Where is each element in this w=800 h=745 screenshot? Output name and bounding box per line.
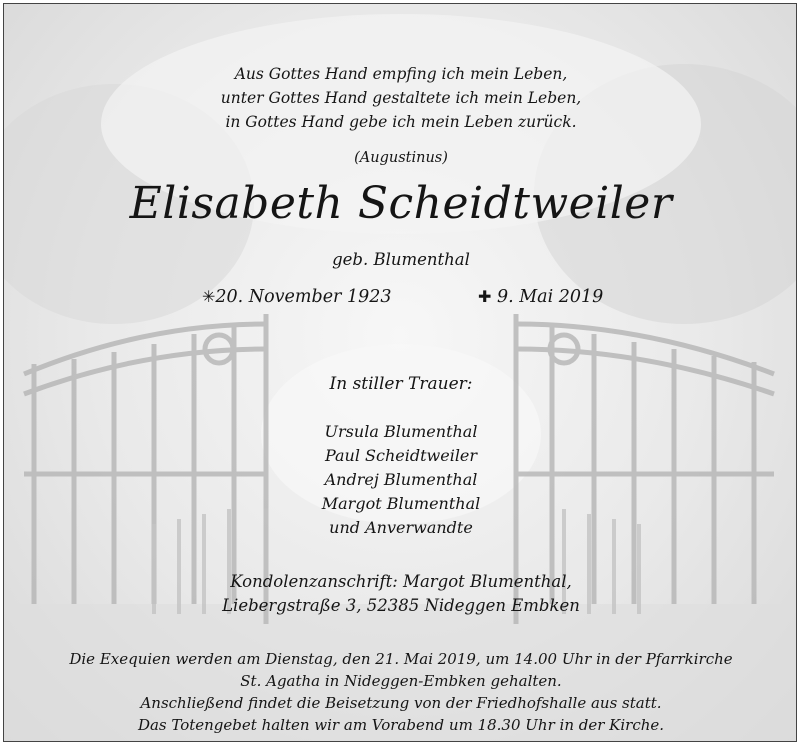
death-date-group	[478, 287, 603, 307]
verse-line: in Gottes Hand gebe ich mein Leben zurück.	[225, 113, 577, 131]
notice-line: Das Totengebet halten wir am Vorabend um 18.30 Uhr in der Kirche.	[137, 716, 665, 734]
death-date: 9. Mai 2019	[496, 287, 604, 307]
mourner: Paul Scheidtweiler	[324, 446, 478, 465]
funeral-notice	[4, 648, 797, 736]
verse-line: Aus Gottes Hand empfing ich mein Leben,	[234, 65, 568, 83]
death-cross-icon: ✚	[478, 287, 492, 306]
verse-source: (Augustinus)	[354, 150, 448, 166]
obituary-notice	[3, 3, 797, 742]
condolence-line: Liebergstraße 3, 52385 Nideggen Embken	[222, 596, 580, 615]
notice-line: Anschließend findet die Beisetzung von der Friedhofshalle aus statt.	[140, 694, 662, 712]
notice-line: Die Exequien werden am Dienstag, den 21. Mai 2019, um 14.00 Uhr in der Pfarrkirche	[69, 650, 733, 668]
birth-date: 20. November 1923	[215, 287, 392, 307]
life-dates	[4, 287, 797, 313]
verse	[4, 62, 797, 134]
mourner: Ursula Blumenthal	[324, 422, 478, 441]
maiden-name: geb. Blumenthal	[332, 250, 470, 269]
birth-date-group	[202, 287, 392, 307]
deceased-name: Elisabeth Scheidtweiler	[129, 178, 673, 229]
mourner: und Anverwandte	[329, 518, 473, 537]
condolence-line: Kondolenzanschrift: Margot Blumenthal,	[230, 572, 572, 591]
mourners-list	[4, 420, 797, 540]
condolence-address	[4, 570, 797, 618]
notice-line: St. Agatha in Nideggen-Embken gehalten.	[240, 672, 562, 690]
birth-star-icon: ✳	[202, 287, 216, 306]
verse-line: unter Gottes Hand gestaltete ich mein Leben,	[220, 89, 582, 107]
mourner: Andrej Blumenthal	[324, 470, 478, 489]
mourning-title: In stiller Trauer:	[329, 374, 473, 394]
mourner: Margot Blumenthal	[321, 494, 481, 513]
